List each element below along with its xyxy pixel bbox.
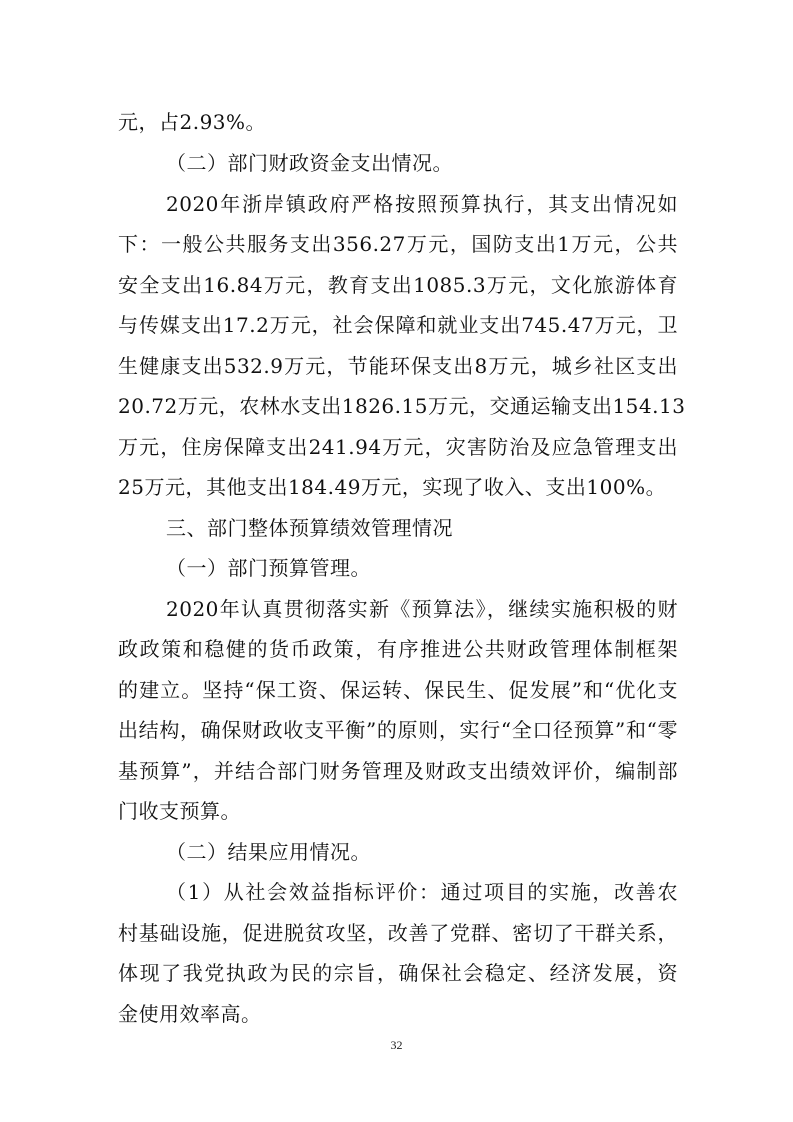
- paragraph-line: 政政策和稳健的货币政策，有序推进公共财政管理体制框架: [118, 637, 678, 661]
- paragraph-line: 基预算”，并结合部门财务管理及财政支出绩效评价，编制部: [118, 759, 678, 783]
- paragraph-line: （1）从社会效益指标评价：通过项目的实施，改善农: [166, 880, 678, 904]
- section-subheading: （一）部门预算管理。: [166, 556, 371, 580]
- section-heading: 三、部门整体预算绩效管理情况: [166, 516, 453, 540]
- paragraph-line: 2020年认真贯彻落实新《预算法》，继续实施积极的财: [166, 597, 678, 621]
- page-number: 32: [390, 1038, 403, 1052]
- paragraph-line: 下：一般公共服务支出356.27万元，国防支出1万元，公共: [118, 232, 678, 256]
- paragraph-line: 生健康支出532.9万元，节能环保支出8万元，城乡社区支出: [118, 354, 678, 378]
- paragraph-line: 与传媒支出17.2万元，社会保障和就业支出745.47万元，卫: [118, 313, 678, 337]
- paragraph-line: 25万元，其他支出184.49万元，实现了收入、支出100%。: [118, 475, 667, 499]
- section-subheading: （二）结果应用情况。: [166, 840, 371, 864]
- section-subheading: （二）部门财政资金支出情况。: [166, 151, 453, 175]
- paragraph-line: 20.72万元，农林水支出1826.15万元，交通运输支出154.13: [118, 394, 686, 418]
- paragraph-line: 出结构，确保财政收支平衡”的原则，实行“全口径预算”和“零: [118, 718, 678, 742]
- paragraph-line: 的建立。坚持“保工资、保运转、保民生、促发展”和“优化支: [118, 678, 678, 702]
- paragraph-line: 元，占2.93%。: [118, 110, 267, 134]
- paragraph-line: 安全支出16.84万元，教育支出1085.3万元，文化旅游体育: [118, 273, 678, 297]
- paragraph-line: 万元，住房保障支出241.94万元，灾害防治及应急管理支出: [118, 435, 678, 459]
- paragraph-line: 金使用效率高。: [118, 1002, 262, 1026]
- paragraph-line: 村基础设施，促进脱贫攻坚，改善了党群、密切了干群关系，: [118, 921, 678, 945]
- paragraph-line: 2020年浙岸镇政府严格按照预算执行，其支出情况如: [166, 192, 678, 216]
- paragraph-line: 体现了我党执政为民的宗旨，确保社会稳定、经济发展，资: [118, 961, 678, 985]
- paragraph-line: 门收支预算。: [118, 799, 241, 823]
